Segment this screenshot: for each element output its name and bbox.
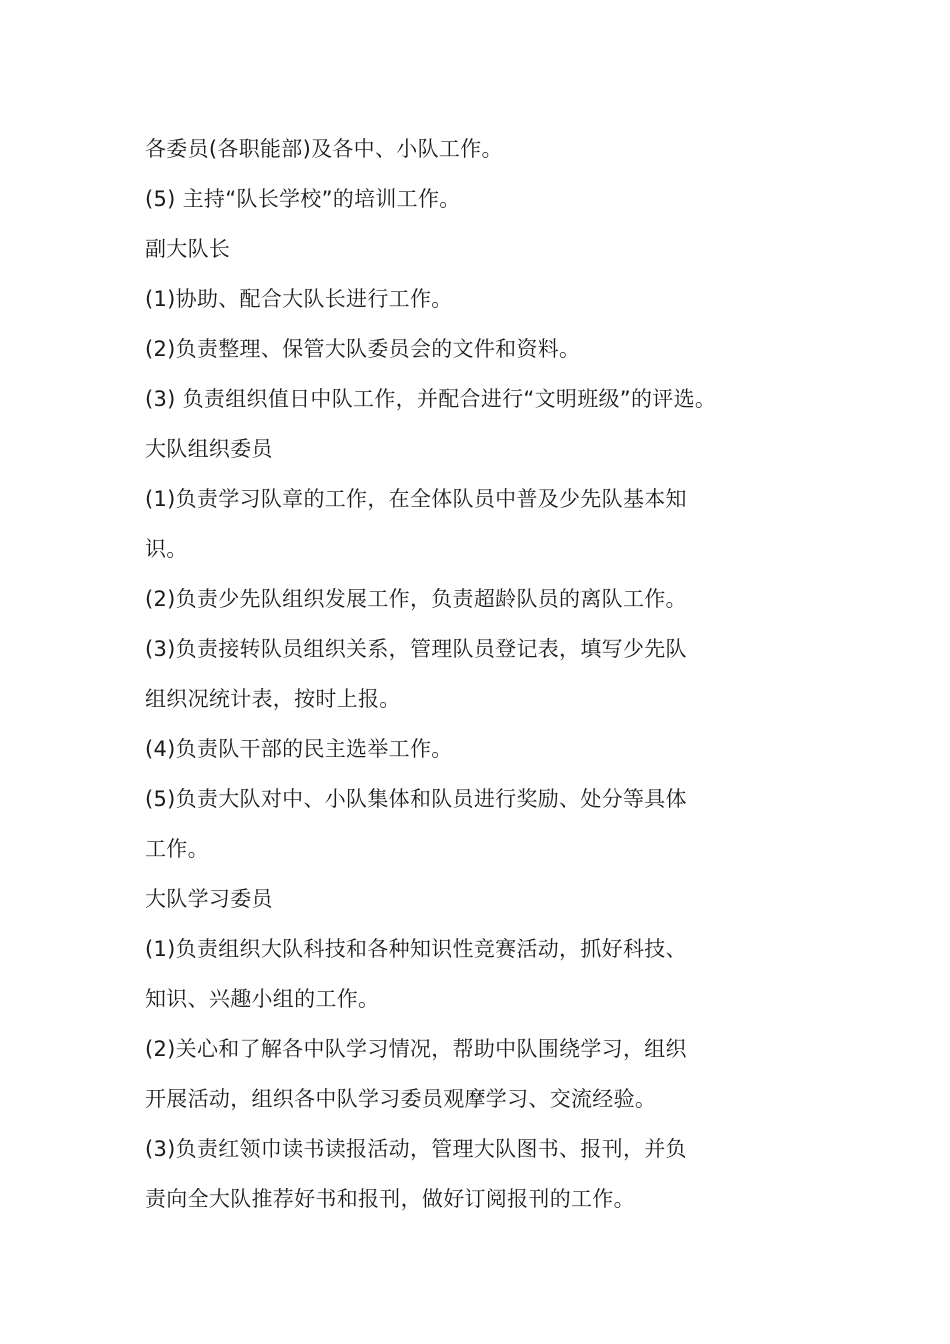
text-line: (2)负责整理、保管大队委员会的文件和资料。 [145,337,581,361]
text-line: (3)负责红领巾读书读报活动，管理大队图书、报刊，并负 [145,1137,687,1161]
text-line: (5) 主持“队长学校”的培训工作。 [145,187,461,211]
text-line: (2)负责少先队组织发展工作，负责超龄队员的离队工作。 [145,587,687,611]
text-line: (1)负责组织大队科技和各种知识性竞赛活动，抓好科技、 [145,937,687,961]
text-line: 各委员(各职能部)及各中、小队工作。 [145,137,503,161]
text-line: (2)关心和了解各中队学习情况，帮助中队围绕学习，组织 [145,1037,687,1061]
text-line: (4)负责队干部的民主选举工作。 [145,737,453,761]
section-heading-vice-captain: 副大队长 [145,237,231,261]
text-line: 工作。 [145,837,209,861]
text-line: (1)协助、配合大队长进行工作。 [145,287,453,311]
section-heading-study-committee: 大队学习委员 [145,887,273,911]
text-line: 知识、兴趣小组的工作。 [145,987,380,1011]
text-line: (3) 负责组织值日中队工作，并配合进行“文明班级”的评选。 [145,387,717,411]
text-line: 识。 [145,537,188,561]
text-line: (3)负责接转队员组织关系，管理队员登记表，填写少先队 [145,637,687,661]
text-line: 责向全大队推荐好书和报刊，做好订阅报刊的工作。 [145,1187,635,1211]
section-heading-organization-committee: 大队组织委员 [145,437,273,461]
text-line: 开展活动，组织各中队学习委员观摩学习、交流经验。 [145,1087,657,1111]
text-line: (5)负责大队对中、小队集体和队员进行奖励、处分等具体 [145,787,687,811]
text-line: 组织况统计表，按时上报。 [145,687,401,711]
text-line: (1)负责学习队章的工作，在全体队员中普及少先队基本知 [145,487,687,511]
